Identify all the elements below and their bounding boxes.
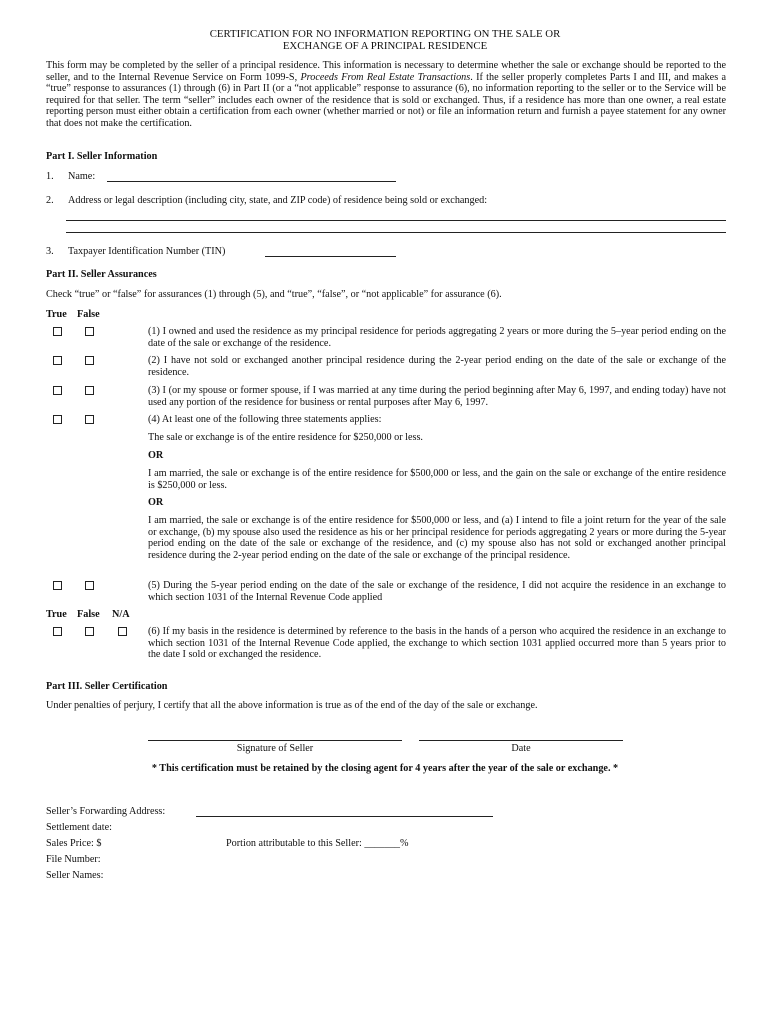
col-header-na: N/A: [112, 609, 130, 620]
a5-true-checkbox[interactable]: [53, 581, 62, 590]
part2-heading: Part II. Seller Assurances: [46, 269, 157, 280]
assurance-1-text: (1) I owned and used the residence as my principal residence for periods aggregating 2 years or more during the 5–year period ending on the date of the sale or exchange of the residence.: [148, 326, 726, 349]
address-field-line1[interactable]: [66, 220, 726, 221]
intro-italic-title: Proceeds From Real Estate Transactions: [300, 71, 471, 83]
a6-na-checkbox[interactable]: [118, 627, 127, 636]
date-label: Date: [511, 743, 531, 754]
assurance-5-text: (5) During the 5-year period ending on the date of the sale or exchange of the residence, I did not acquire the residence in an exchange to which section 1031 of the Internal Revenue Code applied: [148, 580, 726, 603]
file-number-label: File Number:: [46, 854, 101, 865]
intro-text-1: This form may be completed by the seller of a principal residence. This information is necessary to determine whether the sale or exchange should be reported to the seller, and to the Internal Revenue Service on Form 1099-S,: [46, 60, 726, 83]
q1-label: Name:: [68, 171, 96, 182]
a2-false-checkbox[interactable]: [85, 356, 94, 365]
tin-field[interactable]: [265, 256, 396, 257]
portion-label: Portion attributable to this Seller: _______%: [226, 838, 409, 849]
form-title-line2: EXCHANGE OF A PRINCIPAL RESIDENCE: [282, 40, 488, 52]
assurance-6-text: (6) If my basis in the residence is determined by reference to the basis in the hands of a person who acquired the residence in an exchange to which section 1031 of the Internal Revenue Code applied, the exchange to which section 1031 applied occurred more than 5 years prior to the date I sold or exchanged the residence.: [148, 626, 726, 661]
seller-names-label: Seller Names:: [46, 870, 104, 881]
assurance-4-text: (4) At least one of the following three statements applies:: [148, 414, 382, 425]
assurance-2-text: (2) I have not sold or exchanged another principal residence during the 2-year period ending on the date of the sale or exchange of the residence.: [148, 355, 726, 378]
assurance-3-text: (3) I (or my spouse or former spouse, if I was married at any time during the period beginning after May 6, 1997, and ending today) have not used any portion of the residence for business or rental purposes after May 6, 1997.: [148, 385, 726, 408]
a4-false-checkbox[interactable]: [85, 415, 94, 424]
a2-true-checkbox[interactable]: [53, 356, 62, 365]
q2-number: 2.: [46, 195, 54, 206]
a4-true-checkbox[interactable]: [53, 415, 62, 424]
col-header-true: True: [46, 309, 67, 320]
signature-label: Signature of Seller: [236, 743, 314, 754]
assurance-4-statement-3: I am married, the sale or exchange is of the entire residence for $500,000 or less, and (a) I intend to file a joint return for the year of the sale or exchange, (b) my spouse also used the residence as his or her principal residence for periods aggregating 2 years or more during the 5-year period ending on the date of the sale or exchange of the residence, and (c) my spouse also has not sold or exchanged another principal residence during the 2-year period ending on the date of the sale or exchange of the principal residence.: [148, 515, 726, 561]
q2-label: Address or legal description (including city, state, and ZIP code) of residence being sold or exchanged:: [68, 195, 488, 206]
form-title-line1: CERTIFICATION FOR NO INFORMATION REPORTING ON THE SALE OR: [209, 28, 561, 40]
q1-number: 1.: [46, 171, 54, 182]
retention-notice: * This certification must be retained by the closing agent for 4 years after the year of the sale or exchange. *: [151, 763, 619, 774]
name-field[interactable]: [107, 181, 396, 182]
address-field-line2[interactable]: [66, 232, 726, 233]
or-separator-1: OR: [148, 450, 164, 461]
a1-true-checkbox[interactable]: [53, 327, 62, 336]
col-header-false: False: [77, 309, 100, 320]
forwarding-address-field[interactable]: [196, 816, 493, 817]
a1-false-checkbox[interactable]: [85, 327, 94, 336]
signature-field[interactable]: [148, 740, 402, 741]
a6-false-checkbox[interactable]: [85, 627, 94, 636]
col-header-false-6: False: [77, 609, 100, 620]
or-separator-2: OR: [148, 497, 164, 508]
a3-true-checkbox[interactable]: [53, 386, 62, 395]
perjury-statement: Under penalties of perjury, I certify that all the above information is true as of the end of the day of the sale or exchange.: [46, 700, 538, 711]
settlement-date-label: Settlement date:: [46, 822, 112, 833]
sales-price-label: Sales Price: $: [46, 838, 102, 849]
forwarding-address-label: Seller’s Forwarding Address:: [46, 806, 166, 817]
part1-heading: Part I. Seller Information: [46, 151, 158, 162]
a5-false-checkbox[interactable]: [85, 581, 94, 590]
part2-instructions: Check “true” or “false” for assurances (1) through (5), and “true”, “false”, or “not applicable” for assurance (6).: [46, 289, 502, 300]
date-field[interactable]: [419, 740, 623, 741]
q3-label: Taxpayer Identification Number (TIN): [68, 246, 226, 257]
assurance-4-statement-1: The sale or exchange is of the entire residence for $250,000 or less.: [148, 432, 423, 443]
a6-true-checkbox[interactable]: [53, 627, 62, 636]
a3-false-checkbox[interactable]: [85, 386, 94, 395]
intro-text-2: . If the seller properly completes Parts I and III, and makes a “true” response to assurances (1) through (6) in Part II (or a “not applicable” response to assurance (6), no information reporting to the seller or to the Service will be required for that seller. The term “seller” includes each owner of the residence that is sold or exchanged. Thus, if a residence has more than one owner, a real estate reporting person must either obtain a certification from each owner (whether married or not) or file an information return and furnish a payee statement for any owner that does not make the certification.: [46, 71, 726, 129]
col-header-true-6: True: [46, 609, 67, 620]
part3-heading: Part III. Seller Certification: [46, 681, 168, 692]
intro-paragraph: [46, 60, 726, 130]
q3-number: 3.: [46, 246, 54, 257]
assurance-4-statement-2: I am married, the sale or exchange is of the entire residence for $500,000 or less, and the gain on the sale or exchange of the entire residence is $250,000 or less.: [148, 468, 726, 491]
